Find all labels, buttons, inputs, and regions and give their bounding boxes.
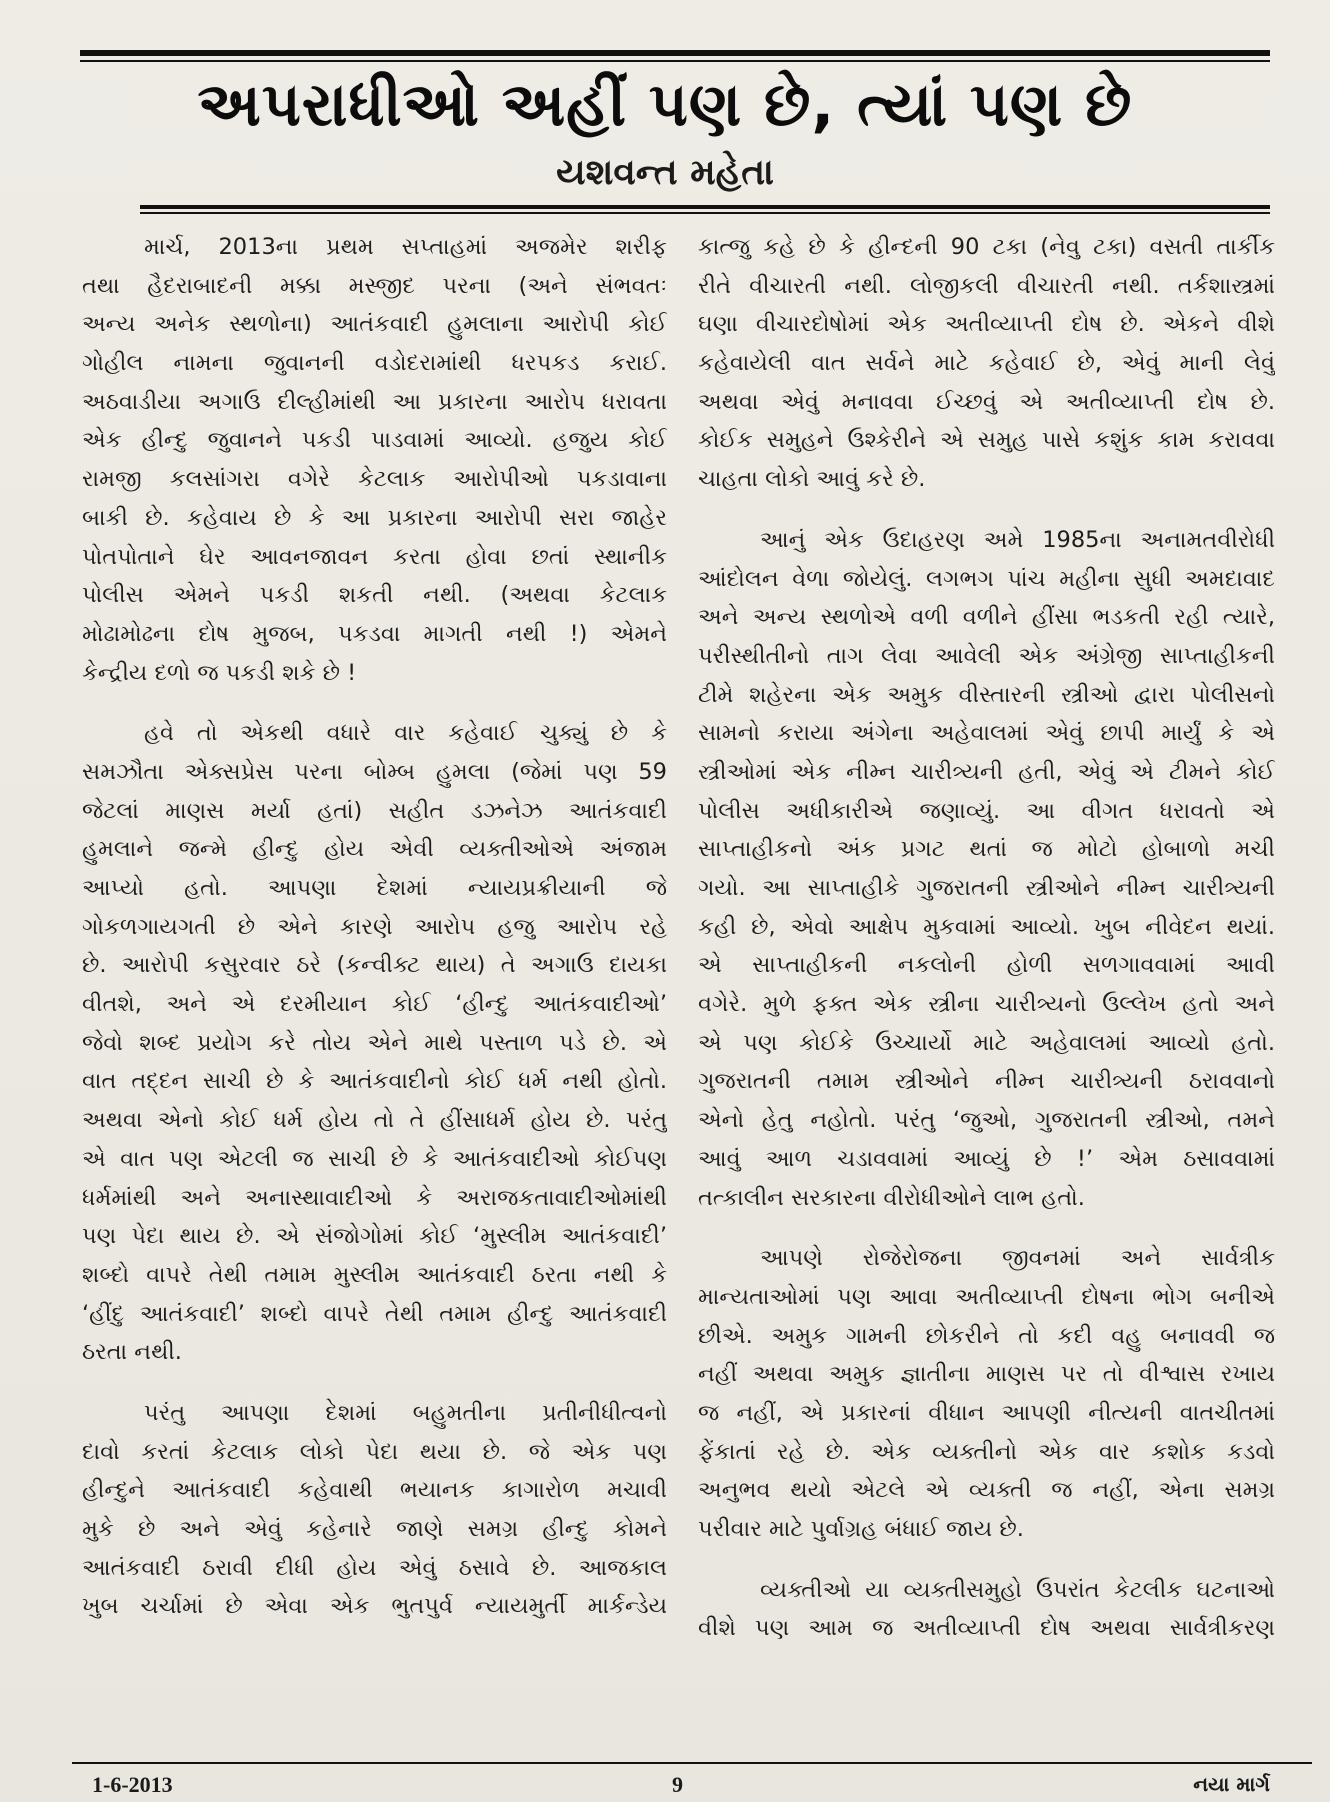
text-line: ઘણા વીચારદોષોમાં એક અતીવ્યાપ્તી દોષ છે. એકને વીશે [698, 311, 1275, 338]
text-line: મુકે છે અને એવું કહેનારે જાણે સમગ્ર હીન્દુ કોમને [82, 1516, 667, 1542]
text-line: અનુભવ થયો એટલે એ વ્યક્તી જ નહીં, એના સમગ્ર [698, 1477, 1275, 1504]
text-line: કહેવાયેલી વાત સર્વને માટે કહેવાઈ છે, એવું માની લેવું [698, 350, 1275, 377]
text-line: જેવો શબ્દ પ્રયોગ કરે તોય એને માથે પસ્તાળ પડે છે. એ [82, 1029, 667, 1056]
text-line: અને અન્ય સ્થળોએ વળી વળીને હીંસા ભડકતી રહી ત્યારે, [698, 604, 1275, 631]
footer-rule [72, 1762, 1312, 1764]
paragraph-gap [698, 1549, 1275, 1571]
paragraph-gap [698, 1217, 1275, 1239]
text-line: શબ્દો વાપરે તેથી તમામ મુસ્લીમ આતંકવાદી ઠરતા નથી કે [82, 1261, 667, 1288]
text-line: વગેરે. મુળે ફક્ત એક સ્ત્રીના ચારીત્ર્યનો ઉલ્લેખ હતો અને [698, 991, 1275, 1018]
text-line: અન્ય અનેક સ્થળોના) આતંકવાદી હુમલાના આરોપી કોઈ [82, 311, 667, 338]
text-line: ગોકળગાયગતી છે એને કારણે આરોપ હજુ આરોપ રહે [82, 913, 667, 940]
text-line: એ પણ કોઈકે ઉચ્ચાર્યો માટે અહેવાલમાં આવ્યો હતો. [698, 1029, 1275, 1056]
text-line: પરંતુ આપણા દેશમાં બહુમતીના પ્રતીનીધીત્વનો [144, 1399, 667, 1426]
text-line: સ્ત્રીઓમાં એક નીમ્ન ચારીત્ર્યની હતી, એવું એ ટીમને કોઈ [698, 758, 1275, 785]
text-line: એ સાપ્તાહીકની નકલોની હોળી સળગાવવામાં આવી [698, 952, 1275, 979]
text-line: એક હીન્દુ જુવાનને પકડી પાડવામાં આવ્યો. હજુય કોઈ [82, 427, 667, 454]
text-line: કેન્દ્રીય દળો જ પકડી શકે છે ! [82, 659, 357, 686]
text-line: ટીમે શહેરના એક અમુક વીસ્તારની સ્ત્રીઓ દ્વારા પોલીસનો [698, 681, 1275, 708]
text-line: માન્યતાઓમાં પણ આવા અતીવ્યાપ્તી દોષના ભોગ બનીએ [698, 1283, 1275, 1310]
text-line: પોલીસ અધીકારીએ જણાવ્યું. આ વીગત ધરાવતો એ [698, 797, 1275, 824]
text-line: વીશે પણ આમ જ અતીવ્યાપ્તી દોષ અથવા સાર્વત્રીકરણ [698, 1615, 1275, 1642]
text-line: પોતપોતાને ઘેર આવનજાવન કરતા હોવા છતાં સ્થાનીક [82, 543, 667, 570]
header-rule-thick [140, 205, 1270, 209]
text-line: અથવા એનો કોઈ ધર્મ હોય તો તે હીંસાધર્મ હોય છે. પરંતુ [82, 1107, 667, 1134]
right-column [698, 228, 1275, 1648]
text-line: દાવો કરતાં કેટલાક લોકો પેદા થયા છે. જે એક પણ [82, 1438, 667, 1465]
header-rule-thin [140, 212, 1270, 214]
text-line: આપણે રોજેરોજના જીવનમાં અને સાર્વત્રીક [760, 1245, 1275, 1272]
text-line: ગોહીલ નામના જુવાનની વડોદરામાંથી ધરપકડ કરાઈ. [82, 350, 667, 377]
text-line: પણ પેદા થાય છે. એ સંજોગોમાં કોઈ ‘મુસ્લીમ આતંકવાદી’ [82, 1223, 667, 1250]
left-column [82, 228, 667, 1626]
text-line: હીન્દુને આતંકવાદી કહેવાથી ભયાનક કાગારોળ મચાવી [82, 1477, 667, 1504]
text-line: પોલીસ એમને પકડી શકતી નથી. (અથવા કેટલાક [82, 582, 667, 609]
article-author: યશવન્ત મહેતા [556, 152, 774, 193]
text-line: સાપ્તાહીકનો અંક પ્રગટ થતાં જ મોટો હોબાળો મચી [698, 836, 1275, 863]
top-rule-thin [80, 60, 1270, 62]
text-line: માર્ચ, 2013ના પ્રથમ સપ્તાહમાં અજમેર શરીફ [144, 234, 667, 260]
text-line: ફેંકાતાં રહે છે. એક વ્યક્તીનો એક વાર કશોક કડવો [698, 1438, 1275, 1465]
text-line: રીતે વીચારતી નથી. લોજીકલી વીચારતી નથી. તર્કશાસ્ત્રમાં [698, 272, 1275, 299]
text-line: આતંકવાદી ઠરાવી દીધી હોય એવું ઠસાવે છે. આજકાલ [82, 1554, 667, 1581]
top-rule-thick [80, 50, 1270, 56]
text-line: વીતશે, અને એ દરમીયાન કોઈ ‘હીન્દુ આતંકવાદીઓ’ [82, 991, 667, 1018]
text-line: તથા હૈદરાબાદની મક્કા મસ્જીદ પરના (અને સંભવતઃ [82, 272, 667, 299]
footer-date: 1-6-2013 [92, 1772, 173, 1797]
page-number: 9 [672, 1772, 683, 1797]
text-line: આવું આળ ચડાવવામાં આવ્યું છે !’ એમ ઠસાવવામાં [698, 1145, 1275, 1172]
text-line: કોઈક સમુહને ઉશ્કેરીને એ સમુહ પાસે કશુંક કામ કરાવવા [698, 427, 1275, 454]
text-line: અઠવાડીયા અગાઉ દીલ્હીમાંથી આ પ્રકારના આરોપ ધરાવતા [82, 388, 667, 415]
text-line: હવે તો એકથી વધારે વાર કહેવાઈ ચુક્યું છે કે [144, 720, 667, 747]
text-line: રામજી કલસાંગરા વગેરે કેટલાક આરોપીઓ પકડાવાના [82, 466, 667, 493]
text-line: ચાહતા લોકો આવું કરે છે. [698, 466, 926, 493]
text-line: ધર્મમાંથી અને અનાસ્થાવાદીઓ કે અરાજકતાવાદીઓમાંથી [82, 1184, 667, 1211]
text-line: ગુજરાતની તમામ સ્ત્રીઓને નીમ્ન ચારીત્ર્યની ઠરાવવાનો [698, 1068, 1275, 1095]
text-line: ખુબ ચર્ચામાં છે એવા એક ભુતપુર્વ ન્યાયમુર્તી માર્કન્ડેય [82, 1593, 667, 1620]
text-line: નહીં અથવા અમુક જ્ઞાતીના માણસ પર તો વીશ્વાસ રખાય [698, 1361, 1275, 1388]
text-line: હુમલાને જન્મે હીન્દુ હોય એવી વ્યક્તીઓએ અંજામ [82, 836, 667, 863]
text-line: વ્યક્તીઓ યા વ્યક્તીસમુહો ઉપરાંત કેટલીક ઘટનાઓ [760, 1576, 1275, 1603]
text-line: સમઝૌતા એક્સપ્રેસ પરના બોમ્બ હુમલા (જેમાં પણ 59 [82, 758, 667, 785]
text-line: તત્કાલીન સરકારના વીરોધીઓને લાભ હતો. [698, 1184, 1085, 1211]
text-line: જ નહીં, એ પ્રકારનાં વીધાન આપણી નીત્યની વાતચીતમાં [698, 1399, 1275, 1426]
paragraph-gap [82, 1372, 667, 1394]
text-line: પરીસ્થીતીનો તાગ લેવા આવેલી એક અંગ્રેજી સાપ્તાહીકની [698, 642, 1275, 669]
text-line: જેટલાં માણસ મર્યા હતાં) સહીત ડઝનેઝ આતંકવાદી [82, 797, 667, 824]
text-line: પરીવાર માટે પુર્વાગ્રહ બંધાઈ જાય છે. [698, 1516, 1024, 1542]
article-title: અપરાધીઓ અહીં પણ છે, ત્યાં પણ છે [197, 70, 1133, 140]
publication-name: નયા માર્ગ [1193, 1772, 1270, 1796]
text-line: ‘હીંદુ આતંકવાદી’ શબ્દો વાપરે તેથી તમામ હીન્દુ આતંકવાદી [82, 1300, 667, 1327]
text-line: છીએ. અમુક ગામની છોકરીને તો કદી વહુ બનાવવી જ [698, 1322, 1275, 1349]
text-line: છે. આરોપી કસુરવાર ઠરે (કન્વીક્ટ થાય) તે અગાઉ દાયકા [82, 952, 667, 979]
paragraph-gap [82, 692, 667, 714]
text-line: કાત્જુ કહે છે કે હીન્દની 90 ટકા (નેવુ ટકા) વસતી તાર્કીક [698, 234, 1275, 260]
text-line: અથવા એવું મનાવવા ઈચ્છવું એ અતીવ્યાપ્તી દોષ છે. [698, 388, 1275, 415]
text-line: એનો હેતુ નહોતો. પરંતુ ‘જુઓ, ગુજરાતની સ્ત્રીઓ, તમને [698, 1107, 1275, 1134]
text-line: સામનો કરાયા અંગેના અહેવાલમાં એવું છાપી માર્યું કે એ [698, 720, 1275, 747]
text-line: ગયો. આ સાપ્તાહીકે ગુજરાતની સ્ત્રીઓને નીમ્ન ચારીત્ર્યની [698, 875, 1275, 901]
text-line: આપ્યો હતો. આપણા દેશમાં ન્યાયપ્રક્રીયાની જે [82, 875, 667, 901]
text-line: એ વાત પણ એટલી જ સાચી છે કે આતંકવાદીઓ કોઈપણ [82, 1145, 667, 1172]
text-line: બાકી છે. કહેવાય છે કે આ પ્રકારના આરોપી સરા જાહેર [82, 504, 667, 531]
text-line: ઠરતા નથી. [82, 1339, 182, 1366]
text-line: આનું એક ઉદાહરણ અમે 1985ના અનામતવીરોધી [760, 526, 1275, 553]
text-line: કહી છે, એવો આક્ષેપ મુકવામાં આવ્યો. ખુબ નીવેદન થયાં. [698, 913, 1275, 940]
text-line: મોઢામોઢના દોષ મુજબ, પકડવા માગતી નથી !) એમને [82, 620, 667, 647]
text-line: વાત તદ્દન સાચી છે કે આતંકવાદીનો કોઈ ધર્મ નથી હોતો. [82, 1068, 667, 1095]
paragraph-gap [698, 499, 1275, 521]
text-line: આંદોલન વેળા જોયેલું. લગભગ પાંચ મહીના સુધી અમદાવાદ [698, 565, 1275, 592]
